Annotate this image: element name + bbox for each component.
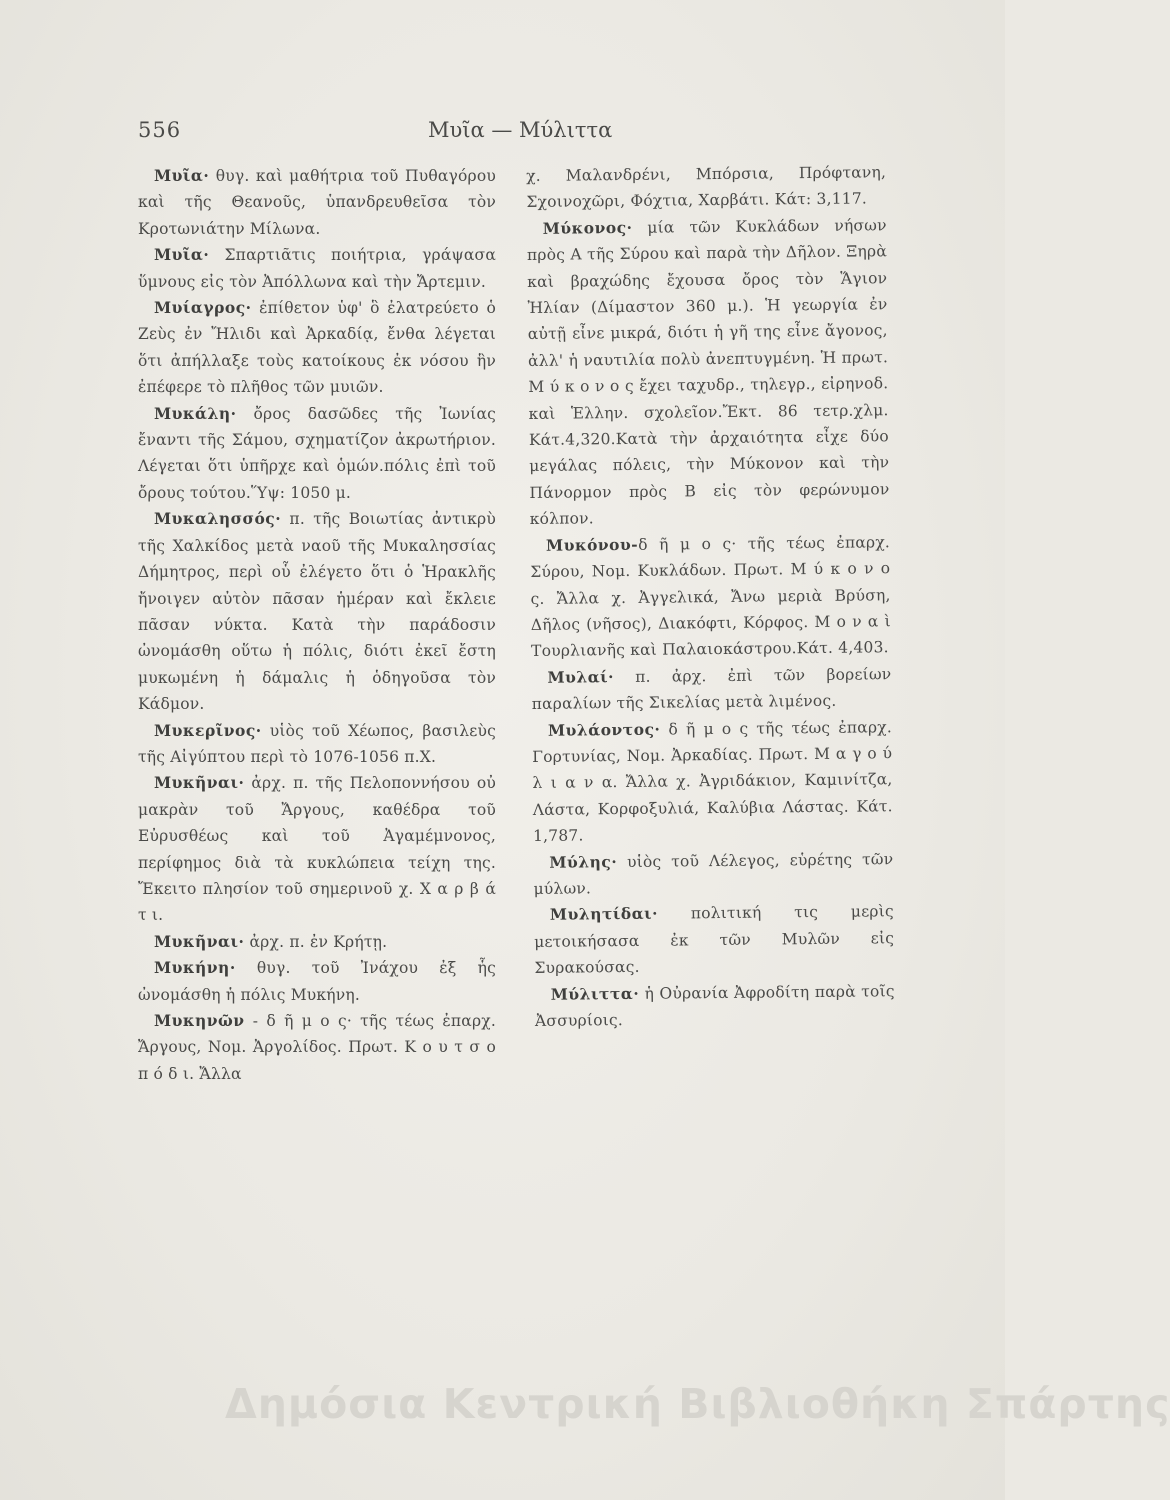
entry-text: ἐπίθετον ὑφ' ὃ ἐλατρεύετο ὁ Ζεὺς ἐν Ἤλιδι καὶ Ἀρκαδίᾳ, ἔνθα λέγεται ὅτι ἀπήλλαξε τοὺς κατοίκους ἐκ νόσου ἣν ἐπέφερε τὸ πλῆθος τῶν μυιῶν. <box>138 299 496 397</box>
dictionary-entry <box>534 899 895 982</box>
entry-text: δ ῆ μ ο ς· τῆς τέως ἐπαρχ. Σύρου, Νομ. Κυκλάδων. Πρωτ. Μ ύ κ ο ν ο ς. Ἄλλα χ. Ἀγγελικά, Ἄνω μεριὰ Βρύση, Δῆλος (νῆσος), Διακόφτι, Κόρφος. Μ ο ν α ὶ Τουρλιανῆς καὶ Παλαιοκάστρου.Κάτ. 4,403. <box>530 532 891 661</box>
dictionary-entry <box>138 242 496 295</box>
entry-headword: Μυλαί· <box>547 666 615 687</box>
entry-headword: Μυκῆναι· <box>154 773 245 793</box>
running-head: Μυῖα — Μύλιττα <box>428 118 613 142</box>
entry-text: δ ῆ μ ο ς τῆς τέως ἐπαρχ. Γορτυνίας, Νομ. Ἀρκαδίας. Πρωτ. Μ α γ ο ύ λ ι α ν α. Ἄλλα χ. Ἀγριδάκιον, Καμινίτζα, Λάστα, Κορφοξυλιά, Καλύβια Λάστας. Κάτ. 1,787. <box>532 717 893 846</box>
dictionary-entry <box>138 401 496 507</box>
dictionary-entry <box>138 955 496 1008</box>
dictionary-entry <box>533 846 894 903</box>
dictionary-entry <box>138 929 496 955</box>
dictionary-entry <box>527 212 890 533</box>
dictionary-entry <box>138 718 496 771</box>
entry-headword: Μυῖα· <box>154 245 210 265</box>
entry-headword: Μυκερῖνος· <box>154 720 262 740</box>
entry-text: θυγ. καὶ μαθήτρια τοῦ Πυθαγόρου καὶ τῆς Θεανοῦς, ὑπανδρευθεῖσα τὸν Κροτωνιάτην Μίλωνα. <box>138 167 496 238</box>
left-column <box>138 163 496 1087</box>
right-column <box>526 159 895 1034</box>
entry-text: μία τῶν Κυκλάδων νήσων πρὸς Α τῆς Σύρου καὶ παρὰ τὴν Δῆλον. Ξηρὰ καὶ βραχώδης ἔχουσα ὄρος τὸν Ἅγιον Ἠλίαν (Δίμαστον 360 μ.). Ἡ γεωργία ἐν αὐτῇ εἶνε μικρά, διότι ἡ γῆ της εἶνε ἄγονος, ἀλλ' ἡ ναυτιλία πολὺ ἀνεπτυγμένη. Ἡ πρωτ. Μ ύ κ ο ν ο ς ἔχει ταχυδρ., τηλεγρ., εἰρηνοδ. καὶ Ἑλλην. σχολεῖον.Ἔκτ. 86 τετρ.χλμ. Κάτ.4,320.Κατὰ τὴν ἀρχαιότητα εἶχε δύο μεγάλας πόλεις, τὴν Μύκονον καὶ τὴν Πάνορμον πρὸς Β εἰς τὸν φερώνυμον κόλπον. <box>526 216 890 529</box>
entry-text: - δ ῆ μ ο ς· τῆς τέως ἐπαρχ. Ἄργους, Νομ. Ἀργολίδος. Πρωτ. Κ ο υ τ σ ο π ό δ ι. Ἄλλα <box>138 1012 496 1083</box>
entry-text: χ. Μαλανδρένι, Μπόρσια, Πρόφτανη, Σχοινοχῶρι, Φόχτια, Χαρβάτι. Κάτ: 3,117. <box>526 163 887 212</box>
entry-text: π. ἀρχ. ἐπὶ τῶν βορείων παραλίων τῆς Σικελίας μετὰ λιμένος. <box>531 664 892 714</box>
entry-headword: Μυκόνου- <box>545 534 639 555</box>
dictionary-entry <box>138 506 496 717</box>
dictionary-entry <box>526 159 887 216</box>
dictionary-entry <box>531 661 892 718</box>
entry-text: Σπαρτιᾶτις ποιήτρια, γράψασα ὕμνους εἰς τὸν Ἀπόλλωνα καὶ τὴν Ἄρτεμιν. <box>138 246 496 291</box>
entry-headword: Μυῖα· <box>154 166 210 185</box>
entry-text: ἀρχ. π. τῆς Πελοποννήσου οὐ μακρὰν τοῦ Ἄργους, καθέδρα τοῦ Εὐρυσθέως καὶ τοῦ Ἀγαμέμνονος, περίφημος διὰ τὰ κυκλώπεια τείχη της. Ἔκειτο πλησίον τοῦ σημερινοῦ χ. Χ α ρ β ά τ ι. <box>138 774 496 925</box>
entry-headword: Μυκαλησσός· <box>154 509 282 529</box>
dictionary-entry <box>138 1008 496 1087</box>
entry-headword: Μυκήνη· <box>154 958 236 978</box>
entry-text: ἡ Οὐρανία Ἀφροδίτη παρὰ τοῖς Ἀσσυρίοις. <box>534 981 895 1030</box>
dictionary-entry <box>138 295 496 401</box>
entry-headword: Μυκῆναι· <box>154 931 245 951</box>
entry-text: ὄρος δασῶδες τῆς Ἰωνίας ἔναντι τῆς Σάμου, σχηματίζον ἀκρωτήριον. Λέγεται ὅτι ὑπῆρχε καὶ ὁμών.πόλις ἐπὶ τοῦ ὄρους τούτου.Ὕψ: 1050 μ. <box>138 404 496 502</box>
entry-text: υἱὸς τοῦ Χέωπος, βασιλεὺς τῆς Αἰγύπτου περὶ τὸ 1076-1056 π.Χ. <box>138 721 496 766</box>
entry-headword: Μυίαγρος· <box>154 298 252 318</box>
entry-text: πολιτική τις μερὶς μετοικήσασα ἐκ τῶν Μυλῶν εἰς Συρακούσας. <box>534 902 895 978</box>
page-number: 556 <box>138 118 182 142</box>
dictionary-entry <box>138 163 496 242</box>
entry-text: ἀρχ. π. ἐν Κρήτῃ. <box>244 932 388 951</box>
entry-headword: Μύκονος· <box>542 217 633 238</box>
entry-headword: Μυλητίδαι· <box>549 904 659 925</box>
entry-text: θυγ. τοῦ Ἰνάχου ἐξ ἧς ὠνομάσθη ἡ πόλις Μυκήνη. <box>138 959 496 1004</box>
entry-headword: Μυκηνῶν <box>154 1011 245 1030</box>
entry-text: υἱὸς τοῦ Λέλεγος, εὑρέτης τῶν μύλων. <box>533 849 894 898</box>
page-header <box>138 118 880 154</box>
dictionary-entry <box>138 770 496 928</box>
entry-headword: Μυκάλη· <box>154 403 237 423</box>
dictionary-entry <box>532 714 893 850</box>
dictionary-entry <box>530 529 891 665</box>
entry-text: π. τῆς Βοιωτίας ἀντικρὺ τῆς Χαλκίδος μετὰ ναοῦ τῆς Μυκαλησσίας Δήμητρος, περὶ οὗ ἐλέγετο ὅτι ὁ Ἡρακλῆς ἤνοιγεν αὐτὸν πᾶσαν ἡμέραν καὶ ἔκλειε πᾶσαν νύκτα. Κατὰ τὴν παράδοσιν ὠνομάσθη οὕτω ἡ πόλις, διότι ἐκεῖ ἔστη μυκωμένη ἡ δάμαλις ἡ ὁδηγοῦσα τὸν Κάδμον. <box>138 510 496 714</box>
library-watermark: Δημόσια Κεντρική Βιβλιοθήκη Σπάρτης <box>225 1380 1170 1428</box>
entry-headword: Μυλάοντος· <box>547 719 661 740</box>
entry-headword: Μύλιττα· <box>550 983 640 1004</box>
entry-headword: Μύλης· <box>549 851 618 872</box>
dictionary-entry <box>535 978 896 1035</box>
